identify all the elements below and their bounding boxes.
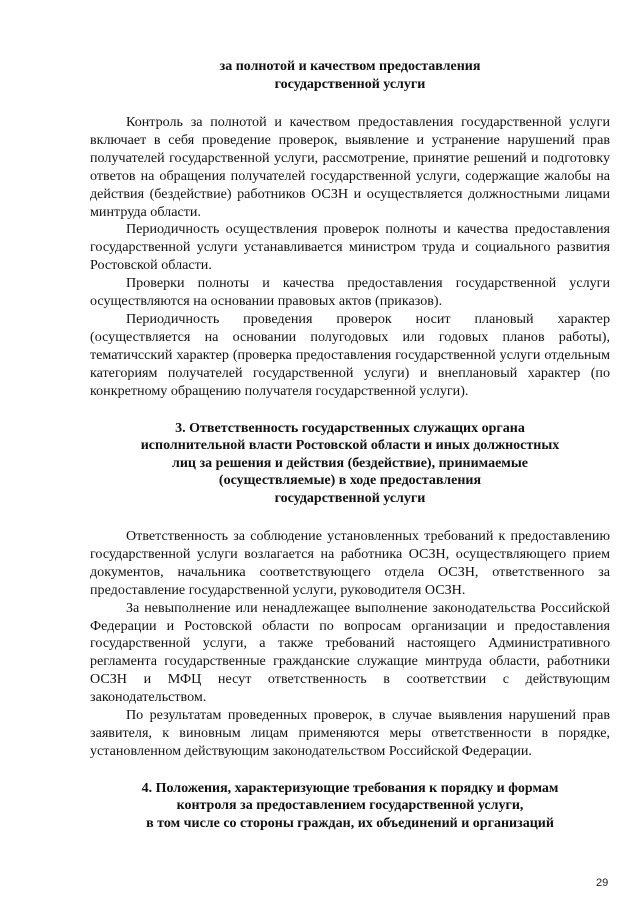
heading-line: государственной услуги <box>274 76 426 92</box>
paragraph: По результатам проведенных проверок, в случае выявления нарушений прав заявителя, к виновным лицам применяются меры ответственности в порядке, установленном действующим законодательством Российской Федерации. <box>90 707 610 759</box>
heading-line: 4. Положения, характеризующие требования к порядку и формам <box>141 780 559 796</box>
heading-line: контроля за предоставлением государственной услуги, <box>176 798 524 814</box>
section-responsibility-body <box>90 528 610 761</box>
heading-line: за полнотой и качеством предоставления <box>219 59 481 74</box>
heading-line: лиц за решения и действия (бездействие), принимаемые <box>172 455 528 471</box>
heading-line: в том числе со стороны граждан, их объединений и организаций <box>146 815 554 831</box>
heading-line: (осуществляемые) в ходе предоставления <box>218 473 482 488</box>
paragraph: Проверки полноты и качества предоставления государственной услуги осуществляются на основании правовых актов (приказов). <box>90 275 610 310</box>
section-heading-responsibility <box>90 420 610 508</box>
section-quality-control-body <box>90 114 610 401</box>
paragraph: За невыполнение или ненадлежащее выполнение законодательства Российской Федерации и Ростовской области по вопросам организации и предоставления государственной услуги, а также требований настоящего Административного регламента государственные гражданские служащие минтруда области, работники ОСЗН и МФЦ несут ответственность в соответствии с действующим законодательством. <box>90 599 610 706</box>
paragraph: Ответственность за соблюдение установленных требований к предоставлению государственной услуги возлагается на работника ОСЗН, осуществляющего прием документов, начальника соответствующего отдела ОСЗН, ответственного за предоставление государственной услуги, руководителя ОСЗН. <box>90 528 610 598</box>
page-number: 29 <box>596 877 609 889</box>
heading-line: государственной услуги <box>274 490 426 506</box>
paragraph: Контроль за полнотой и качеством предоставления государственной услуги включает в себя проведение проверок, выявление и устранение нарушений прав получателей государственной услуги, рассмотрение, принятие решений и подготовку ответов на обращения получателей государственной услуги, содержащие жалобы на действия (бездействие) работников ОСЗН и осуществляется должностными лицами минтруда области. <box>90 114 610 220</box>
section-heading-control-forms <box>90 780 610 833</box>
section-heading-quality-control <box>90 58 610 93</box>
heading-line: 3. Ответственность государственных служащих органа <box>175 420 525 436</box>
paragraph: Периодичность проведения проверок носит плановый характер (осуществляется на основании полугодовых или годовых планов работы), тематичсский характер (проверка предоставления государственной услуги отдельным категориям получателей государственной услуги) и внеплановый характер (по конкретному обращению получателя государственной услуги). <box>90 310 610 399</box>
heading-line: исполнительной власти Ростовской области и иных должностных <box>140 438 560 453</box>
document-page <box>90 58 610 832</box>
paragraph: Периодичность осуществления проверок полноты и качества предоставления государственной услуги устанавливается министром труда и социального развития Ростовской области. <box>90 221 610 274</box>
